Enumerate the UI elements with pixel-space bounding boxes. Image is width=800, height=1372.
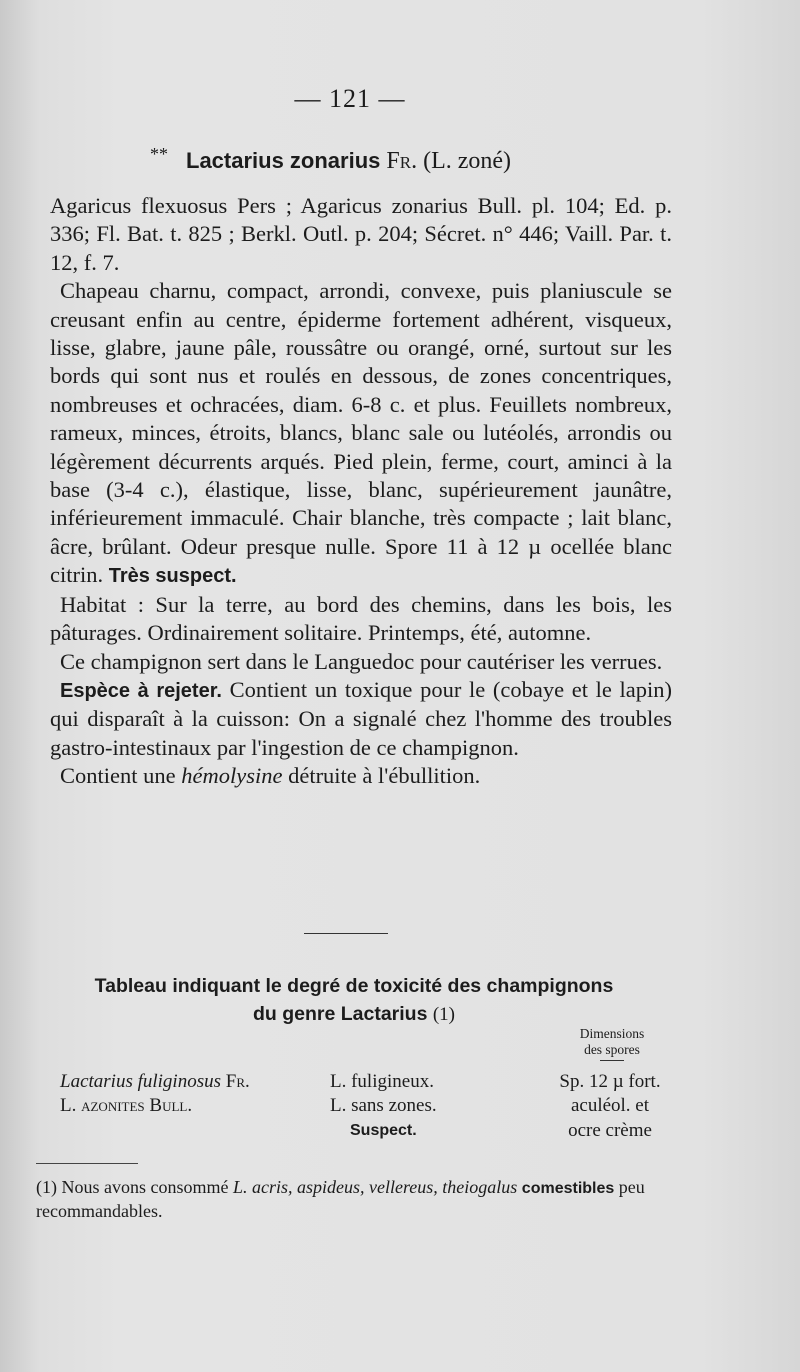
title-author: Fr. bbox=[386, 148, 418, 174]
dim-header-underline bbox=[600, 1060, 624, 1061]
dim-header-line1: Dimensions bbox=[579, 1026, 645, 1041]
latin-name-italic: Lactarius fuliginosus bbox=[60, 1071, 221, 1092]
title-species-name: Lactarius zonarius bbox=[186, 148, 381, 173]
reject-label: Espèce à rejeter. bbox=[60, 679, 222, 702]
footnote-bold-word: comestibles bbox=[521, 1180, 615, 1197]
section-divider bbox=[304, 933, 388, 934]
table-title-line2-wrap bbox=[34, 1000, 674, 1029]
species-title bbox=[150, 144, 710, 175]
species-description bbox=[50, 192, 672, 791]
table-cell-latin-2 bbox=[60, 1095, 310, 1117]
table-title bbox=[34, 972, 674, 1029]
dim-header-line2: des spores bbox=[584, 1042, 640, 1057]
page-number: — 121 — bbox=[294, 84, 406, 113]
title-french-name: (L. zoné) bbox=[423, 148, 512, 174]
very-suspect-label: Très suspect. bbox=[108, 565, 237, 588]
reject-paragraph bbox=[50, 676, 672, 762]
usage-paragraph: Ce champignon sert dans le Languedoc pour cautériser les verrues. bbox=[60, 648, 663, 674]
table-cell-french-2: L. sans zones. bbox=[330, 1095, 437, 1116]
table-cell-latin-1 bbox=[60, 1071, 310, 1093]
synonyms-paragraph: Agaricus flexuosus Pers ; Agaricus zonarius Bull. pl. 104; Ed. p. 336; Fl. Bat. t. 825 ; Berkl. Outl. p. 204; Sécret. n° 446; Vaill. Par. t. 12, f. 7. bbox=[50, 193, 672, 275]
hemolysine-word: hémolysine bbox=[181, 763, 283, 789]
spore-dimensions-header bbox=[560, 1026, 664, 1061]
table-cell-spores-1: Sp. 12 µ fort. bbox=[559, 1071, 661, 1092]
footnote-text-after: peu recommandables. bbox=[36, 1177, 645, 1221]
table-cell-toxicity: Suspect. bbox=[350, 1122, 417, 1139]
footnote-text-before: Nous avons consommé bbox=[57, 1177, 233, 1197]
table-cell-french-1: L. fuligineux. bbox=[330, 1071, 434, 1092]
table-footnote-ref: (1) bbox=[432, 1004, 456, 1025]
footnote-species: L. acris, aspideus, vellereus, theiogalus bbox=[232, 1177, 518, 1197]
table-cell-spores-2: aculéol. et bbox=[570, 1095, 650, 1116]
habitat-paragraph: Habitat : Sur la terre, au bord des chemins, dans les bois, les pâturages. Ordinairement solitaire. Printemps, été, automne. bbox=[50, 591, 672, 646]
hemolysine-paragraph bbox=[50, 762, 672, 790]
table-title-line1: Tableau indiquant le degré de toxicité des champignons bbox=[94, 975, 614, 997]
description-paragraph bbox=[50, 277, 672, 590]
table-cell-spores-3: ocre crème bbox=[568, 1120, 652, 1141]
footnote-marker: (1) bbox=[36, 1177, 57, 1197]
footnote bbox=[36, 1176, 676, 1222]
description-text: Chapeau charnu, compact, arrondi, convexe, puis planiuscule se creusant enfin au centre, épiderme fortement adhérent, visqueux, lisse, glabre, jaune pâle, roussâtre ou orangé, orné, surtout sur les bords qui sont nus et roulés en dessous, de zones concentriques, nombreuses et ochracées, diam. 6-8 c. et plus. Feuillets nombreux, rameux, minces, étroits, blancs, blanc sale ou lutéolés, arrondis ou légèrement décurrents arqués. Pied plein, ferme, court, aminci à la base (3-4 c.), élastique, lisse, blanc, supérieurement jaunâtre, inférieurement immaculé. Chair blanche, très compacte ; lait blanc, âcre, brûlant. Odeur presque nulle. Spore 11 à 12 µ ocellée blanc citrin. bbox=[50, 278, 672, 588]
latin-name-author: Fr. bbox=[221, 1071, 250, 1092]
table-title-line2: du genre Lactarius bbox=[252, 1003, 428, 1025]
reject-text: Contient un toxique pour le (cobaye et le lapin) qui disparaît à la cuisson: On a signalé chez l'homme des troubles gastro-intestinaux par l'ingestion de ce champignon. bbox=[50, 676, 672, 760]
latin-name-author: L. azonites Bull. bbox=[60, 1095, 193, 1116]
hemolysine-before: Contient une bbox=[60, 763, 182, 789]
footnote-divider bbox=[36, 1163, 138, 1164]
title-stars: ** bbox=[150, 144, 168, 164]
hemolysine-after: détruite à l'ébullition. bbox=[282, 763, 481, 789]
